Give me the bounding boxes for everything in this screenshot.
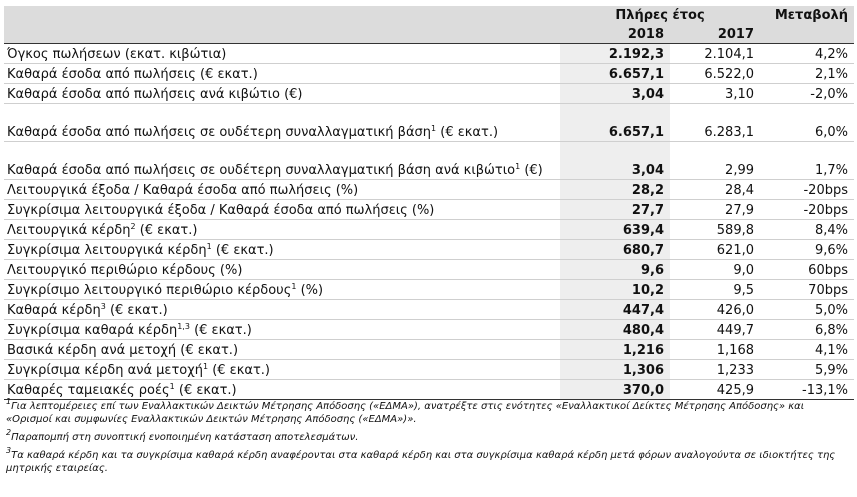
value-change: 5,9%: [760, 360, 854, 380]
value-2018: 680,7: [560, 240, 670, 260]
row-label-text: Καθαρές ταμειακές ροές: [7, 383, 170, 398]
header-blank-3: [760, 24, 854, 44]
table-body: [4, 44, 854, 400]
value-2018: 10,2: [560, 280, 670, 300]
value-2018: 28,2: [560, 180, 670, 200]
row-label-text: Συγκρίσιμα καθαρά κέρδη: [7, 323, 178, 338]
row-label-unit: (%): [296, 283, 324, 298]
value-2018: 6.657,1: [560, 104, 670, 142]
header-blank-2: [4, 24, 560, 44]
footnote-ref: 3: [100, 302, 106, 311]
row-label-text: Συγκρίσιμο λειτουργικό περιθώριο κέρδους: [7, 283, 292, 298]
value-2017: 2.104,1: [670, 44, 760, 64]
footnote-ref: 1: [431, 124, 437, 133]
value-2017: 28,4: [670, 180, 760, 200]
value-2017: 9,0: [670, 260, 760, 280]
value-2018: 480,4: [560, 320, 670, 340]
value-change: 2,1%: [760, 64, 854, 84]
footnote-ref: 1: [169, 382, 175, 391]
row-label: [4, 320, 560, 340]
table-row: [4, 380, 854, 400]
row-label-text: Όγκος πωλήσεων (εκατ. κιβώτια): [7, 47, 227, 62]
row-label-unit: (€ εκατ.): [105, 303, 168, 318]
table-row: [4, 340, 854, 360]
row-label: [4, 280, 560, 300]
value-2017: 621,0: [670, 240, 760, 260]
value-2018: 9,6: [560, 260, 670, 280]
value-change: 4,2%: [760, 44, 854, 64]
row-label: [4, 360, 560, 380]
table-row: [4, 280, 854, 300]
row-label-text: Λειτουργικά κέρδη: [7, 223, 131, 238]
change-header: Μεταβολή: [760, 6, 854, 24]
footnote-ref: 1: [291, 282, 297, 291]
row-label: [4, 180, 560, 200]
table-row: [4, 44, 854, 64]
footnote-mark: 3: [6, 446, 12, 455]
row-label: [4, 260, 560, 280]
financial-table: [4, 6, 854, 400]
value-change: 70bps: [760, 280, 854, 300]
footnote-ref: 1,3: [177, 322, 190, 331]
value-2018: 447,4: [560, 300, 670, 320]
footnote-ref: 2: [130, 222, 136, 231]
value-2018: 27,7: [560, 200, 670, 220]
row-label: [4, 64, 560, 84]
row-label-unit: (€): [520, 163, 543, 178]
table-row: [4, 200, 854, 220]
value-2017: 27,9: [670, 200, 760, 220]
row-label-text: Καθαρά έσοδα από πωλήσεις σε ουδέτερη συναλλαγματική βάση: [7, 125, 432, 140]
value-change: -2,0%: [760, 84, 854, 104]
row-label-unit: (€ εκατ.): [208, 363, 270, 378]
year-2018-header: 2018: [560, 24, 670, 44]
row-label: [4, 84, 560, 104]
header-row-years: [4, 24, 854, 44]
value-change: 5,0%: [760, 300, 854, 320]
row-label-text: Βασικά κέρδη ανά μετοχή (€ εκατ.): [7, 343, 239, 358]
value-change: 6,8%: [760, 320, 854, 340]
row-label: [4, 380, 560, 400]
year-2017-header: 2017: [670, 24, 760, 44]
value-change: 1,7%: [760, 142, 854, 180]
value-2017: 6.283,1: [670, 104, 760, 142]
row-label-text: Καθαρά έσοδα από πωλήσεις ανά κιβώτιο (€): [7, 87, 303, 102]
table-row: [4, 320, 854, 340]
value-change: 8,4%: [760, 220, 854, 240]
footnote: [6, 397, 852, 426]
row-label-text: Λειτουργικό περιθώριο κέρδους (%): [7, 263, 243, 278]
row-label-text: Καθαρά έσοδα από πωλήσεις (€ εκατ.): [7, 67, 258, 82]
value-2018: 3,04: [560, 142, 670, 180]
row-label-unit: (€ εκατ.): [211, 243, 274, 258]
value-2018: 2.192,3: [560, 44, 670, 64]
value-2017: 1,168: [670, 340, 760, 360]
value-change: 60bps: [760, 260, 854, 280]
row-label: [4, 300, 560, 320]
table-row: [4, 240, 854, 260]
row-label: [4, 104, 560, 142]
value-change: 4,1%: [760, 340, 854, 360]
value-2017: 1,233: [670, 360, 760, 380]
footnote-ref: 1: [202, 362, 209, 371]
row-label-text: Συγκρίσιμα λειτουργικά έξοδα / Καθαρά έσοδα από πωλήσεις (%): [7, 203, 435, 218]
value-change: -20bps: [760, 200, 854, 220]
value-change: 9,6%: [760, 240, 854, 260]
value-2017: 3,10: [670, 84, 760, 104]
header-row-period: [4, 6, 854, 24]
value-change: -20bps: [760, 180, 854, 200]
table-row: [4, 142, 854, 180]
row-label: [4, 220, 560, 240]
row-label: [4, 142, 560, 180]
value-2017: 9,5: [670, 280, 760, 300]
row-label-text: Συγκρίσιμα κέρδη ανά μετοχή: [7, 363, 203, 378]
header-blank: [4, 6, 560, 24]
table-row: [4, 104, 854, 142]
value-2017: 449,7: [670, 320, 760, 340]
row-label-text: Καθαρά έσοδα από πωλήσεις σε ουδέτερη συναλλαγματική βάση ανά κιβώτιο: [7, 163, 516, 178]
value-2018: 1,306: [560, 360, 670, 380]
row-label-text: Λειτουργικά έξοδα / Καθαρά έσοδα από πωλήσεις (%): [7, 183, 359, 198]
table-row: [4, 300, 854, 320]
footnote-ref: 1: [206, 242, 212, 251]
table-row: [4, 260, 854, 280]
value-change: 6,0%: [760, 104, 854, 142]
period-header: Πλήρες έτος: [560, 6, 760, 24]
row-label: [4, 200, 560, 220]
table-row: [4, 84, 854, 104]
row-label-text: Συγκρίσιμα λειτουργικά κέρδη: [7, 243, 207, 258]
footnote-mark: 1: [6, 397, 12, 406]
footnote-ref: 1: [515, 162, 521, 171]
row-label-unit: (€ εκατ.): [174, 383, 237, 398]
footnote-text: Παραπομπή στη συνοπτική ενοποιημένη κατάσταση αποτελεσμάτων.: [11, 432, 359, 443]
value-change: -13,1%: [760, 380, 854, 400]
row-label-unit: (€ εκατ.): [135, 223, 198, 238]
footnote-text: Για λεπτομέρειες επί των Εναλλακτικών Δεικτών Μέτρησης Απόδοσης («ΕΔΜΑ»), ανατρέξτε στις ενότητες «Εναλλακτικοί Δείκτες Μέτρησης Απόδοσης» και «Ορισμοί και συμφωνίες Εναλλακτικών Δεικτών Μέτρησης Απόδοσης («ΕΔΜΑ»)».: [6, 401, 805, 425]
footnote-mark: 2: [6, 428, 12, 437]
value-2017: 6.522,0: [670, 64, 760, 84]
value-2018: 6.657,1: [560, 64, 670, 84]
footnote: [6, 428, 852, 444]
value-2017: 426,0: [670, 300, 760, 320]
table-row: [4, 360, 854, 380]
value-2018: 3,04: [560, 84, 670, 104]
table-row: [4, 220, 854, 240]
footnotes: [6, 397, 852, 480]
value-2017: 2,99: [670, 142, 760, 180]
row-label-text: Καθαρά κέρδη: [7, 303, 101, 318]
value-2018: 639,4: [560, 220, 670, 240]
value-2018: 1,216: [560, 340, 670, 360]
footnote: [6, 446, 852, 475]
row-label-unit: (€ εκατ.): [436, 125, 499, 140]
row-label: [4, 340, 560, 360]
table-row: [4, 180, 854, 200]
table-row: [4, 64, 854, 84]
value-2018: 370,0: [560, 380, 670, 400]
footnote-text: Τα καθαρά κέρδη και τα συγκρίσιμα καθαρά κέρδη αναφέρονται στα καθαρά κέρδη και στα συγκρίσιμα καθαρά κέρδη μετά φόρων αναλογούντα σε ιδιοκτήτες της μητρικής εταιρείας.: [6, 450, 836, 474]
value-2017: 425,9: [670, 380, 760, 400]
row-label: [4, 240, 560, 260]
row-label: [4, 44, 560, 64]
value-2017: 589,8: [670, 220, 760, 240]
row-label-unit: (€ εκατ.): [189, 323, 252, 338]
